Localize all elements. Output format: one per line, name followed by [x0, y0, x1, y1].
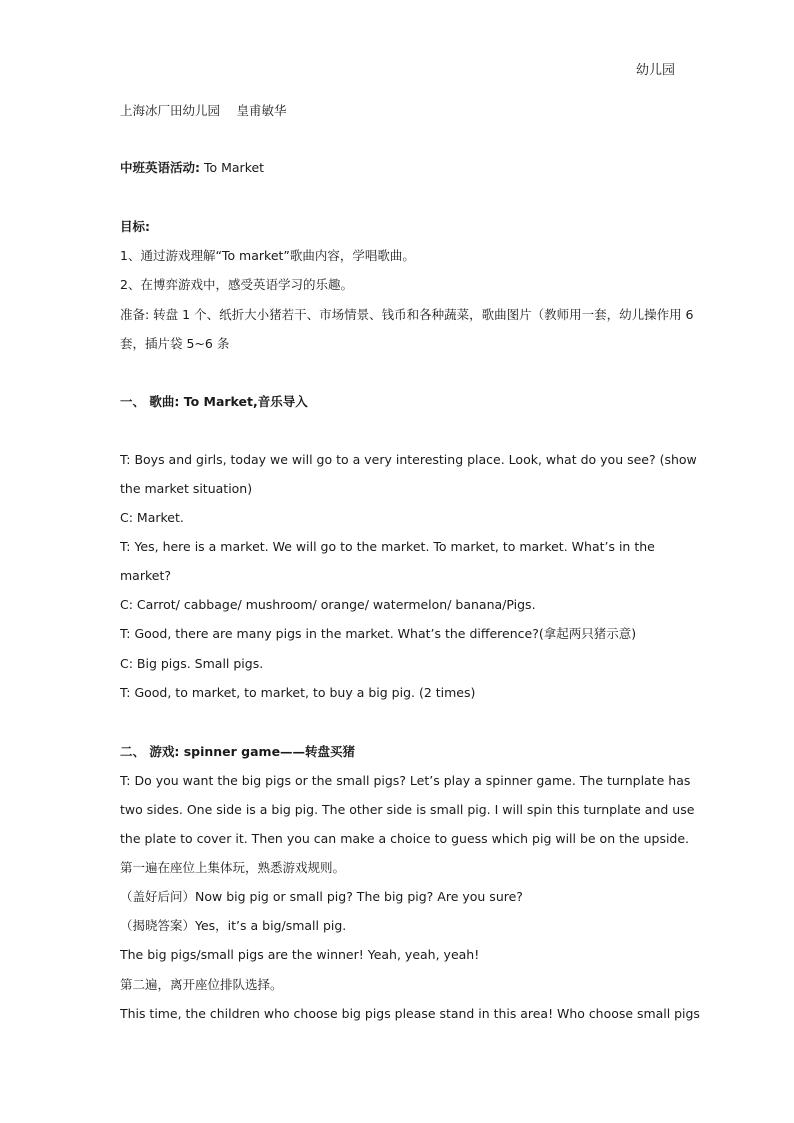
activity-title-value: To Market — [200, 160, 265, 175]
activity-title — [120, 160, 700, 176]
dialogue-line: T: Good, to market, to market, to buy a big pig. (2 times) — [120, 685, 476, 700]
dialogue-line: market? — [120, 568, 171, 583]
dialogue-line: （揭晓答案）Yes，it’s a big/small pig. — [120, 918, 347, 933]
activity-title-label: 中班英语活动: — [120, 160, 200, 175]
dialogue-line: This time, the children who choose big pigs please stand in this area! Who choose small pigs — [120, 1006, 700, 1021]
dialogue-line: T: Boys and girls, today we will go to a very interesting place. Look, what do you see? (show — [120, 452, 697, 467]
dialogue-line: T: Do you want the big pigs or the small pigs? Let’s play a spinner game. The turnplate has — [120, 773, 691, 788]
author-line: 上海冰厂田幼儿园 皇甫敏华 — [120, 103, 287, 118]
dialogue-line: T: Yes, here is a market. We will go to the market. To market, to market. What’s in the — [120, 539, 655, 554]
dialogue-line: C: Carrot/ cabbage/ mushroom/ orange/ watermelon/ banana/Pigs. — [120, 597, 536, 612]
dialogue-line: the market situation) — [120, 481, 253, 496]
dialogue-line: T: Good, there are many pigs in the market. What’s the difference?(拿起两只猪示意) — [120, 626, 637, 641]
section2-heading: 二、 游戏: spinner game——转盘买猪 — [120, 744, 356, 759]
goals-heading: 目标: — [120, 219, 150, 234]
dialogue-line: The big pigs/small pigs are the winner! Yeah, yeah, yeah! — [120, 947, 480, 962]
dialogue-line: （盖好后问）Now big pig or small pig? The big pig? Are you sure? — [120, 889, 523, 904]
section1-heading: 一、 歌曲: To Market,音乐导入 — [120, 394, 308, 409]
dialogue-line: two sides. One side is a big pig. The other side is small pig. I will spin this turnplate and use — [120, 802, 695, 817]
goal-item: 1、通过游戏理解“To market”歌曲内容，学唱歌曲。 — [120, 248, 415, 263]
page-header: 幼儿园 — [636, 63, 676, 78]
goal-item: 2、在博弈游戏中，感受英语学习的乐趣。 — [120, 277, 353, 292]
preparation-line: 套，插片袋 5~6 条 — [120, 336, 230, 351]
dialogue-line: C: Market. — [120, 510, 184, 525]
dialogue-line: the plate to cover it. Then you can make a choice to guess which pig will be on the upside. — [120, 831, 690, 846]
dialogue-line: 第一遍在座位上集体玩，熟悉游戏规则。 — [120, 860, 346, 875]
dialogue-line: 第二遍，离开座位排队选择。 — [120, 977, 283, 992]
dialogue-line: C: Big pigs. Small pigs. — [120, 656, 264, 671]
preparation-line: 准备: 转盘 1 个、纸折大小猪若干、市场情景、钱币和各种蔬菜，歌曲图片（教师用一套，幼儿操作用 6 — [120, 307, 694, 322]
